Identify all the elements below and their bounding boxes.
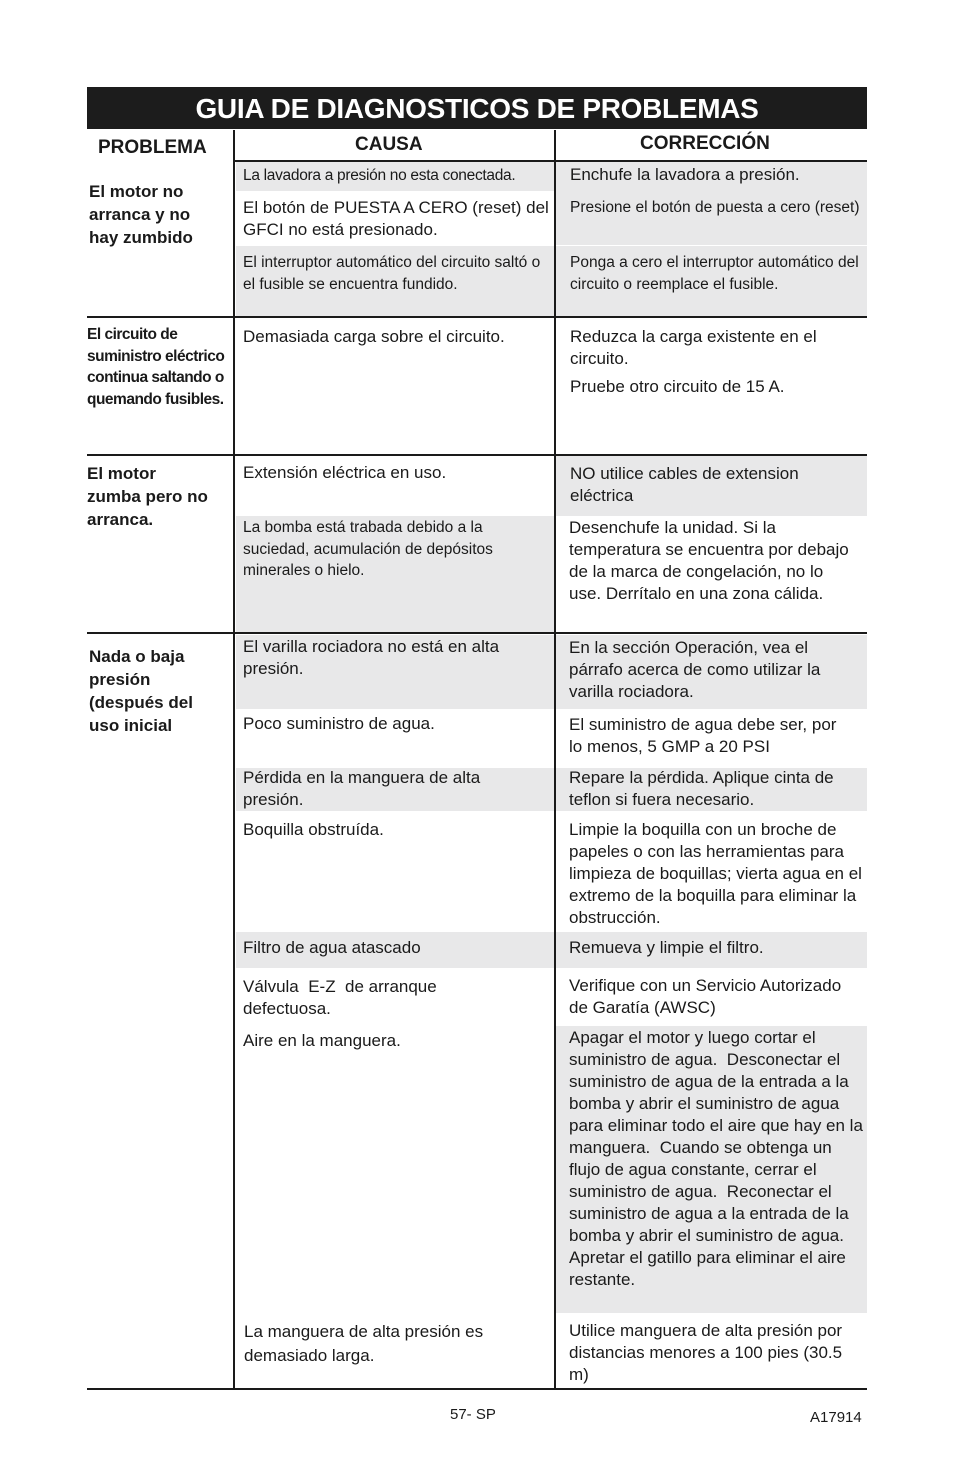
correction-text: Desenchufe la unidad. Si la temperatura se encuentra por debajo de la marca de congelación, no lo use. Derrítalo en una zona cálida. xyxy=(569,518,849,603)
correction-text: Apagar el motor y luego cortar el suministro de agua. Desconectar el suministro de agua de la entrada a la bomba y abrir el suministro de agua para eliminar todo el aire que hay en la manguera. Cuando se obtenga un flujo de agua constante, cerrar el suministro de agua. Reconectar el suministro de agua a la entrada de la bomba y abrir el suministro de agua. Apretar el gatillo para eliminar el aire restante. xyxy=(569,1028,868,1289)
correction-text: El suministro de agua debe ser, por lo menos, 5 GMP a 20 PSI xyxy=(569,715,837,756)
problem-label: El motor no arranca y no hay zumbido xyxy=(89,182,193,247)
cause-cell: Válvula E-Z de arranque defectuosa. xyxy=(243,977,442,1018)
column-divider-right xyxy=(554,130,556,1388)
correction-cell xyxy=(569,1027,867,1291)
cause-cell: Pérdida en la manguera de alta presión. xyxy=(243,768,481,809)
cause-cell: El botón de PUESTA A CERO (reset) del GFCI no está presionado. xyxy=(243,198,549,239)
correction-text: Reduzca la carga existente en el circuito. xyxy=(570,327,817,368)
group-divider xyxy=(87,316,867,318)
cause-cell: La bomba está trabada debido a la suciedad, acumulación de depósitos minerales o hielo. xyxy=(243,519,493,579)
problem-label: El circuito de suministro eléctrico continua saltando o quemando fusibles. xyxy=(87,326,225,408)
correction-cell xyxy=(570,197,860,219)
correction-text: Presione el botón de puesta a cero (reset) xyxy=(570,199,860,216)
page-title: GUIA DE DIAGNOSTICOS DE PROBLEMAS xyxy=(87,87,867,129)
cause-cell: La manguera de alta presión es demasiado larga. xyxy=(244,1322,484,1365)
header-divider xyxy=(235,160,867,162)
header-correccion: CORRECCIÓN xyxy=(640,133,770,154)
correction-text: Enchufe la lavadora a presión. xyxy=(570,165,800,184)
correction-text: Ponga a cero el interruptor automático del circuito o reemplace el fusible. xyxy=(570,254,859,293)
cause-cell: Filtro de agua atascado xyxy=(243,938,421,957)
header-problema: PROBLEMA xyxy=(98,137,207,158)
correction-cell xyxy=(569,975,854,1019)
header-causa: CAUSA xyxy=(355,134,423,155)
correction-text: Repare la pérdida. Aplique cinta de teflon si fuera necesario. xyxy=(569,768,834,809)
correction-cell xyxy=(569,767,867,811)
correction-cell xyxy=(570,326,860,398)
column-divider-left xyxy=(233,130,235,1388)
cause-cell: El interruptor automático del circuito saltó o el fusible se encuentra fundido. xyxy=(243,254,541,293)
correction-cell xyxy=(569,637,864,703)
correction-cell xyxy=(570,463,850,507)
cause-cell: Aire en la manguera. xyxy=(243,1031,401,1050)
cause-cell: La lavadora a presión no esta conectada. xyxy=(243,167,516,184)
correction-cell xyxy=(569,937,864,959)
correction-cell xyxy=(570,164,863,186)
correction-text: En la sección Operación, vea el párrafo acerca de como utilizar la varilla rociadora. xyxy=(569,638,821,701)
correction-text: Remueva y limpie el filtro. xyxy=(569,938,764,957)
document-code: A17914 xyxy=(810,1409,862,1426)
table-bottom-border xyxy=(87,1388,867,1390)
problem-label: Nada o baja presión (después del uso inicial xyxy=(89,647,193,735)
group-divider xyxy=(87,454,867,456)
correction-cell xyxy=(569,819,864,929)
correction-text: Limpie la boquilla con un broche de papeles o con las herramientas para limpieza de boquillas; vierta agua en el extremo de la boquilla para eliminar la obstrucción. xyxy=(569,820,862,927)
correction-text: Utilice manguera de alta presión por distancias menores a 100 pies (30.5 m) xyxy=(569,1321,843,1384)
cause-cell: Demasiada carga sobre el circuito. xyxy=(243,327,505,346)
problem-label: El motor zumba pero no arranca. xyxy=(87,464,208,529)
correction-cell xyxy=(569,517,859,605)
cause-cell: El varilla rociadora no está en alta presión. xyxy=(243,637,500,678)
correction-text: NO utilice cables de extension eléctrica xyxy=(570,464,799,505)
group-divider xyxy=(87,632,867,634)
correction-text: Verifique con un Servicio Autorizado de Garatía (AWSC) xyxy=(569,976,842,1017)
page-number: 57- SP xyxy=(450,1406,496,1423)
correction-cell xyxy=(570,252,860,295)
cause-cell: Boquilla obstruída. xyxy=(243,820,384,839)
correction-text: Pruebe otro circuito de 15 A. xyxy=(570,377,785,396)
correction-cell xyxy=(569,1320,859,1386)
cause-cell: Poco suministro de agua. xyxy=(243,714,435,733)
cause-cell: Extensión eléctrica en uso. xyxy=(243,463,447,482)
correction-cell xyxy=(569,714,854,758)
